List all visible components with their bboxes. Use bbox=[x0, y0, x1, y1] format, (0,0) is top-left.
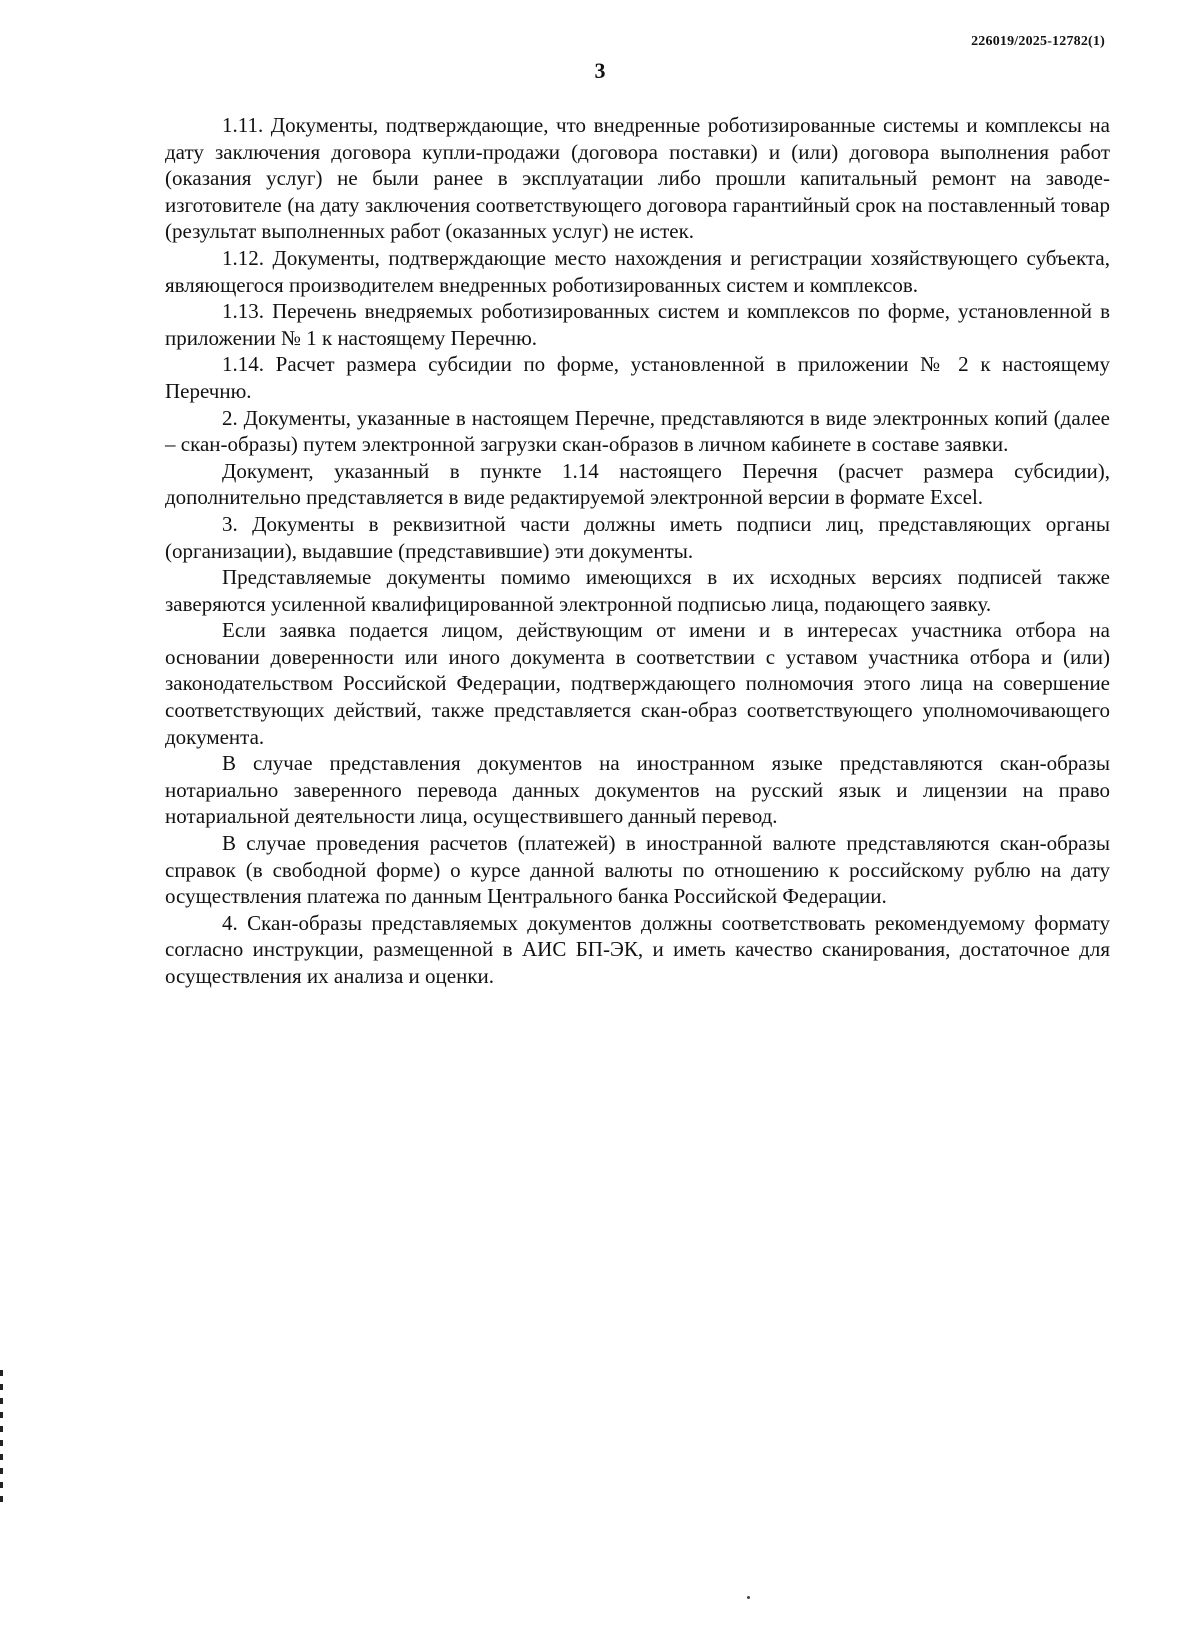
paragraph-3-power-of-attorney: Если заявка подается лицом, действующим от имени и в интересах участника отбора на основании доверенности или иного документа в соответствии с уставом участника отбора и (или) законодательством Российской Федерации, подтверждающего полномочия этого лица на совершение соответствующих действий, также представляется скан-образ соответствующего уполномочивающего документа. bbox=[165, 618, 1110, 749]
paragraph-2-excel-note: Документ, указанный в пункте 1.14 настоящего Перечня (расчет размера субсидии), дополнительно представляется в виде редактируемой электронной версии в формате Excel. bbox=[165, 458, 1110, 510]
paragraph-3-foreign-currency: В случае проведения расчетов (платежей) в иностранной валюте представляются скан-образы справок (в свободной форме) о курсе данной валюты по отношению к российскому рублю на дату осуществления платежа по данным Центрального банка Российской Федерации. bbox=[165, 831, 1110, 909]
page-number: 3 bbox=[594, 58, 606, 83]
paragraph-1-11: 1.11. Документы, подтверждающие, что внедренные роботизированные системы и комплексы на дату заключения договора купли-продажи (договора поставки) и (или) договора выполнения работ (оказания услуг) не были ранее в эксплуатации либо прошли капитальный ремонт на заводе-изготовителе (на дату заключения соответствующего договора гарантийный срок на поставленный товар (результат выполненных работ (оказанных услуг) не истек. bbox=[165, 113, 1110, 244]
paragraph-3-foreign-language: В случае представления документов на иностранном языке представляются скан-образы нотариально заверенного перевода данных документов на русский язык и лицензии на право нотариальной деятельности лица, осуществившего данный перевод. bbox=[165, 751, 1110, 829]
paragraph-3-signature-note: Представляемые документы помимо имеющихся в их исходных версиях подписей также заверяются усиленной квалифицированной электронной подписью лица, подающего заявку. bbox=[165, 565, 1110, 616]
paragraph-1-13: 1.13. Перечень внедряемых роботизированных систем и комплексов по форме, установленной в приложении № 1 к настоящему Перечню. bbox=[165, 299, 1110, 350]
paragraph-3: 3. Документы в реквизитной части должны иметь подписи лиц, представляющих органы (организации), выдавшие (представившие) эти документы. bbox=[165, 511, 1110, 563]
paragraph-4: 4. Скан-образы представляемых документов должны соответствовать рекомендуемому формату согласно инструкции, размещенной в АИС БП-ЭК, и иметь качество сканирования, достаточное для осуществления их анализа и оценки. bbox=[165, 910, 1110, 988]
paragraph-1-14: 1.14. Расчет размера субсидии по форме, установленной в приложении № 2 к настоящему Перечню. bbox=[165, 352, 1110, 403]
paragraph-1-12: 1.12. Документы, подтверждающие место нахождения и регистрации хозяйствующего субъекта, являющегося производителем внедренных роботизированных систем и комплексов. bbox=[165, 245, 1110, 297]
scan-edge-artifact bbox=[0, 1370, 3, 1510]
paragraph-2: 2. Документы, указанные в настоящем Перечне, представляются в виде электронных копий (далее – скан-образы) путем электронной загрузки скан-образов в личном кабинете в составе заявки. bbox=[165, 405, 1110, 457]
document-body bbox=[165, 112, 1110, 990]
scan-dust-artifact bbox=[747, 1596, 750, 1599]
document-registration-number: 226019/2025-12782(1) bbox=[971, 34, 1105, 49]
